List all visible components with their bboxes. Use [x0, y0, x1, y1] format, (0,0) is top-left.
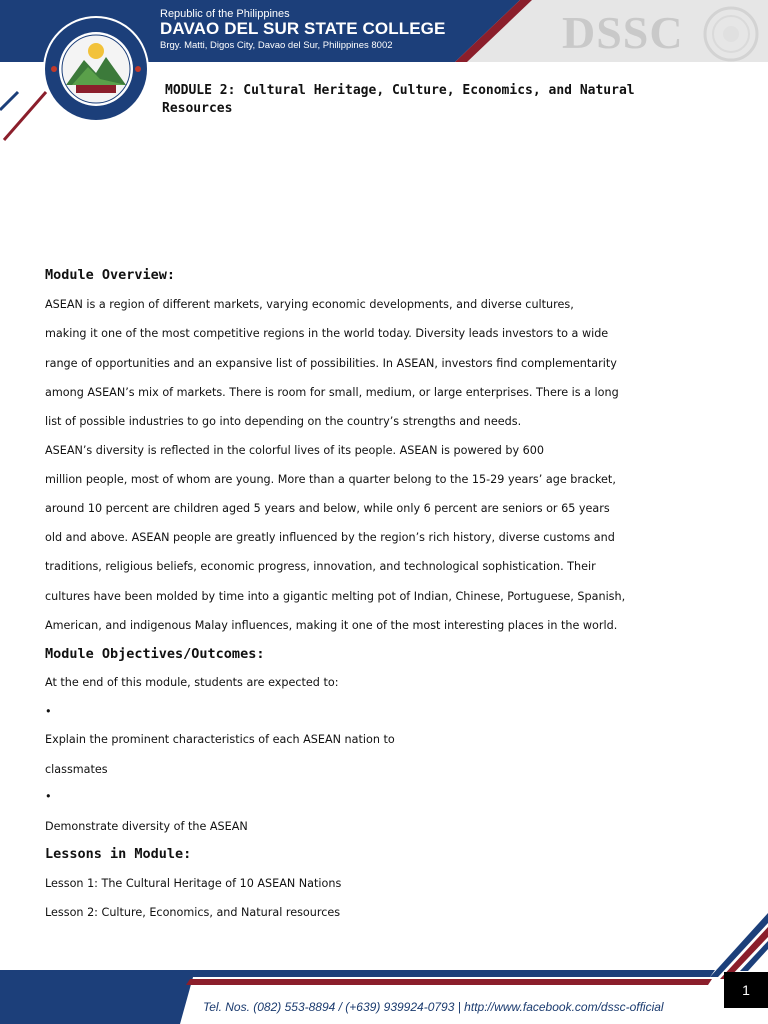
module-title — [162, 82, 682, 118]
overview-line: among ASEAN’s mix of markets. There is room for small, medium, or large enterprises. There is a long — [45, 386, 619, 399]
overview-line: range of opportunities and an expansive list of possibilities. In ASEAN, investors find complementarity — [45, 357, 617, 370]
college-seal-icon — [42, 15, 150, 123]
overview-line: million people, most of whom are young. More than a quarter belong to the 15-29 years’ age bracket, — [45, 473, 616, 486]
seal-watermark-icon — [703, 6, 759, 62]
overview-line: traditions, religious beliefs, economic progress, innovation, and technological sophistication. Their — [45, 560, 596, 573]
college-name: DAVAO DEL SUR STATE COLLEGE — [160, 19, 446, 38]
dssc-watermark: DSSC — [562, 7, 684, 58]
bullet: • — [45, 790, 52, 803]
overview-line: list of possible industries to go into depending on the country’s strengths and needs. — [45, 415, 522, 428]
college-address: Brgy. Matti, Digos City, Davao del Sur, Philippines 8002 — [160, 40, 393, 51]
government-line: Republic of the Philippines — [160, 8, 290, 20]
lesson-item: Lesson 2: Culture, Economics, and Natural resources — [45, 906, 341, 919]
overview-line: ASEAN’s diversity is reflected in the colorful lives of its people. ASEAN is powered by 600 — [45, 444, 545, 457]
overview-line: ASEAN is a region of different markets, varying economic developments, and diverse cultures, — [45, 298, 574, 311]
page-number: 1 — [724, 972, 768, 1008]
overview-heading: Module Overview: — [45, 267, 176, 283]
lessons-heading: Lessons in Module: — [45, 846, 192, 862]
page-footer — [0, 905, 768, 1024]
module-title-line-1: MODULE 2: Cultural Heritage, Culture, Economics, and Natural — [165, 83, 635, 98]
overview-line: cultures have been molded by time into a gigantic melting pot of Indian, Chinese, Portuguese, Spanish, — [45, 590, 626, 603]
bullet: • — [45, 705, 52, 718]
overview-line: around 10 percent are children aged 5 years and below, while only 6 percent are seniors or 65 years — [45, 502, 610, 515]
objectives-heading: Module Objectives/Outcomes: — [45, 646, 265, 662]
objective-item-1-continued: classmates — [45, 763, 108, 776]
overview-line: making it one of the most competitive regions in the world today. Diversity leads investors to a wide — [45, 327, 609, 340]
footer-contact-info: Tel. Nos. (082) 553-8894 / (+639) 939924-0793 | http://www.facebook.com/dssc-official — [203, 1000, 664, 1014]
objective-item-2: Demonstrate diversity of the ASEAN — [45, 820, 248, 833]
overview-line: American, and indigenous Malay influences, making it one of the most interesting places in the world. — [45, 619, 618, 632]
overview-line: old and above. ASEAN people are greatly influenced by the region’s rich history, diverse customs and — [45, 531, 615, 544]
objective-item-1: Explain the prominent characteristics of each ASEAN nation to — [45, 733, 395, 746]
lesson-item: Lesson 1: The Cultural Heritage of 10 ASEAN Nations — [45, 877, 342, 890]
module-title-line-2: Resources — [162, 101, 233, 116]
objectives-intro: At the end of this module, students are expected to: — [45, 676, 339, 689]
page-header — [0, 0, 768, 150]
